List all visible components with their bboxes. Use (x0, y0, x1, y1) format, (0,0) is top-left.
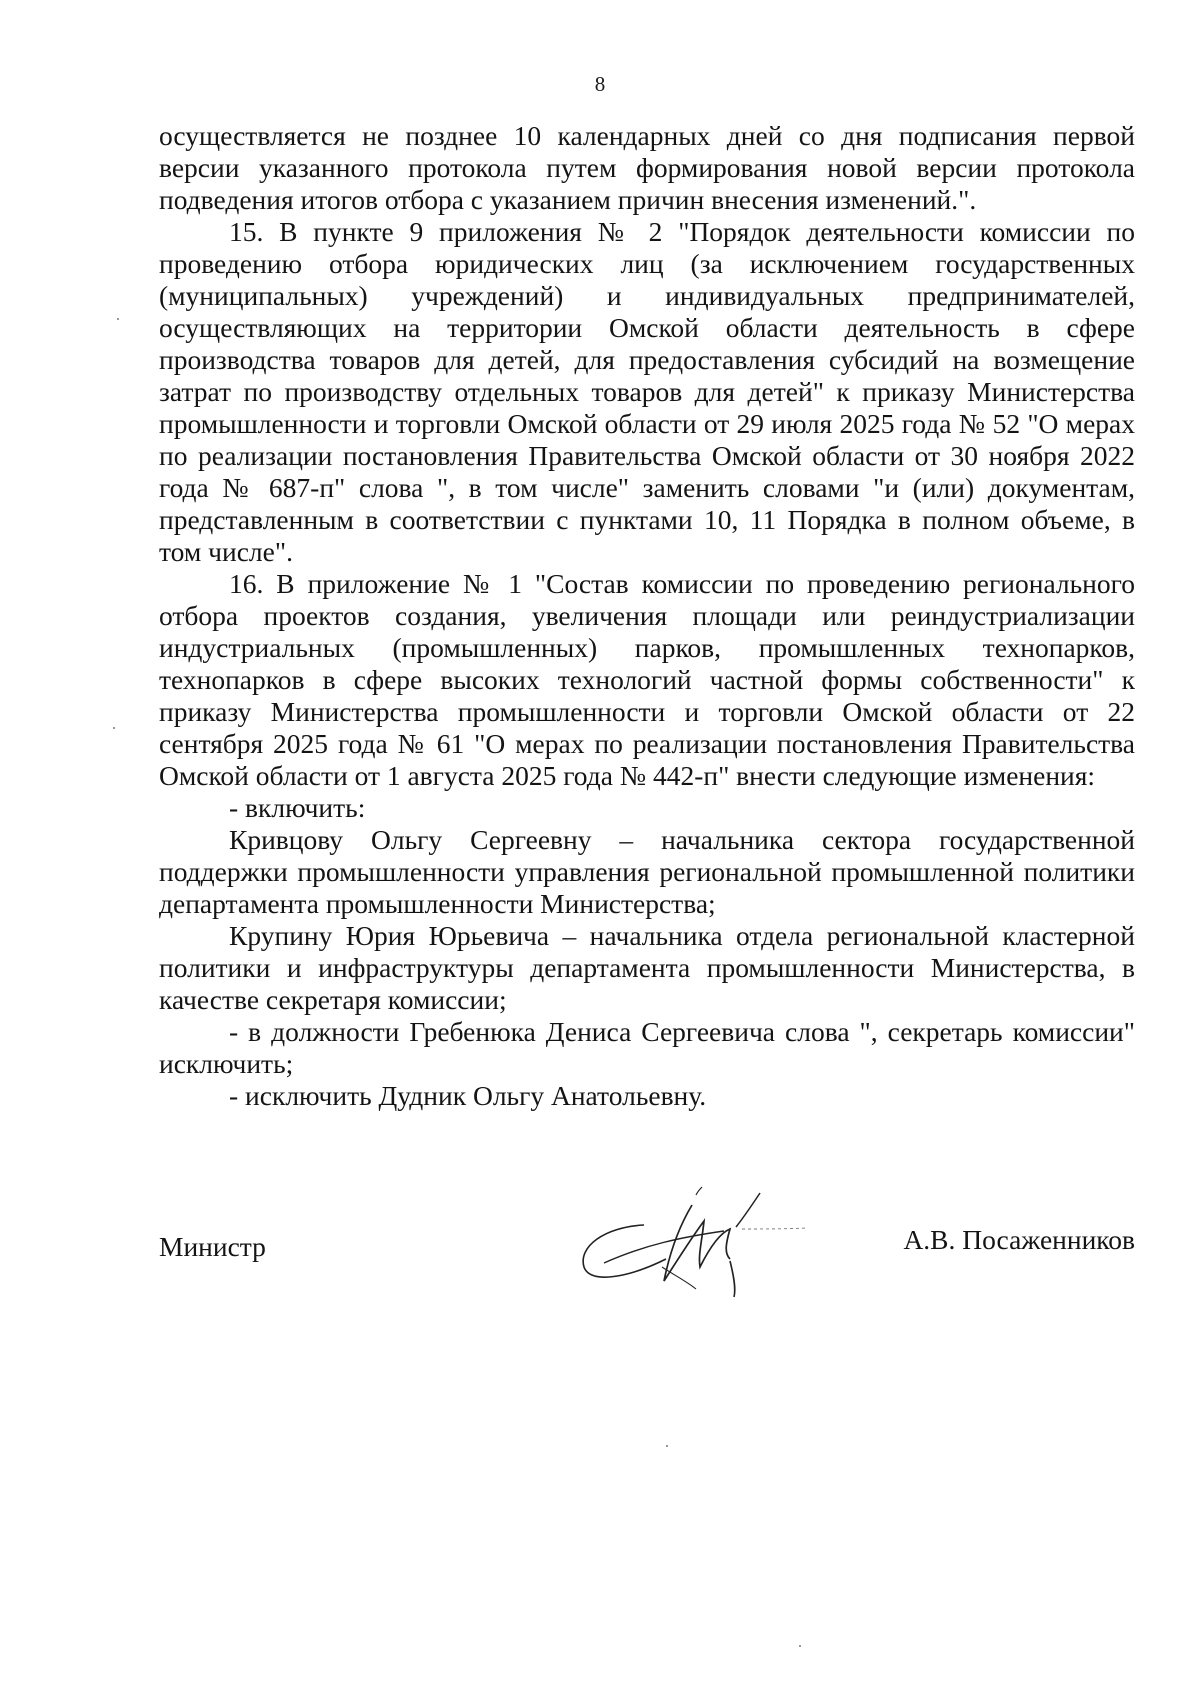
paragraph-grebenyuk: - в должности Гребенюка Дениса Сергеевича слова ", секретарь комиссии" исключить; (159, 1016, 1135, 1079)
document-body (159, 120, 1135, 1112)
signature-block (159, 1195, 1135, 1305)
scan-speck (113, 727, 115, 729)
paragraph-exclude: - исключить Дудник Ольгу Анатольевну. (229, 1080, 707, 1111)
paragraph-continuation: осуществляется не позднее 10 календарных дней со дня подписания первой версии указанного протокола путем формирования новой версии протокола подведения итогов отбора с указанием причин внесения изменений.". (159, 120, 1135, 215)
paragraph-item-15: 15. В пункте 9 приложения № 2 "Порядок деятельности комиссии по проведению отбора юридических лиц (за исключением государственных (муниципальных) учреждений) и индивидуальных предпринимателей, осуществляющих на территории Омской области деятельность в сфере производства товаров для детей, для предоставления субсидий на возмещение затрат по производству отдельных товаров для детей" к приказу Министерства промышленности и торговли Омской области от 29 июля 2025 года № 52 "О мерах по реализации постановления Правительства Омской области от 30 ноября 2022 года № 687-п" слова ", в том числе" заменить словами "и (или) документам, представленным в соответствии с пунктами 10, 11 Порядка в полном объеме, в том числе". (159, 216, 1135, 567)
paragraph-include: - включить: (229, 792, 366, 823)
handwritten-signature (574, 1185, 809, 1300)
scan-speck (117, 318, 119, 320)
signatory-title: Министр (159, 1231, 266, 1262)
paragraph-member-krivtsova: Кривцову Ольгу Сергеевну – начальника сектора государственной поддержки промышленности управления региональной промышленной политики департамента промышленности Министерства; (159, 824, 1135, 919)
page-number: 8 (594, 72, 606, 96)
signatory-name: А.В. Посаженников (903, 1224, 1135, 1255)
scan-speck (799, 1645, 801, 1647)
paragraph-member-krupin: Крупину Юрия Юрьевича – начальника отдела региональной кластерной политики и инфраструктуры департамента промышленности Министерства, в качестве секретаря комиссии; (159, 920, 1135, 1015)
paragraph-item-16: 16. В приложение № 1 "Состав комиссии по проведению регионального отбора проектов создания, увеличения площади или реиндустриализации индустриальных (промышленных) парков, промышленных технопарков, технопарков в сфере высоких технологий частной формы собственности" к приказу Министерства промышленности и торговли Омской области от 22 сентября 2025 года № 61 "О мерах по реализации постановления Правительства Омской области от 1 августа 2025 года № 442-п" внести следующие изменения: (159, 568, 1135, 791)
scan-speck (666, 1445, 668, 1447)
